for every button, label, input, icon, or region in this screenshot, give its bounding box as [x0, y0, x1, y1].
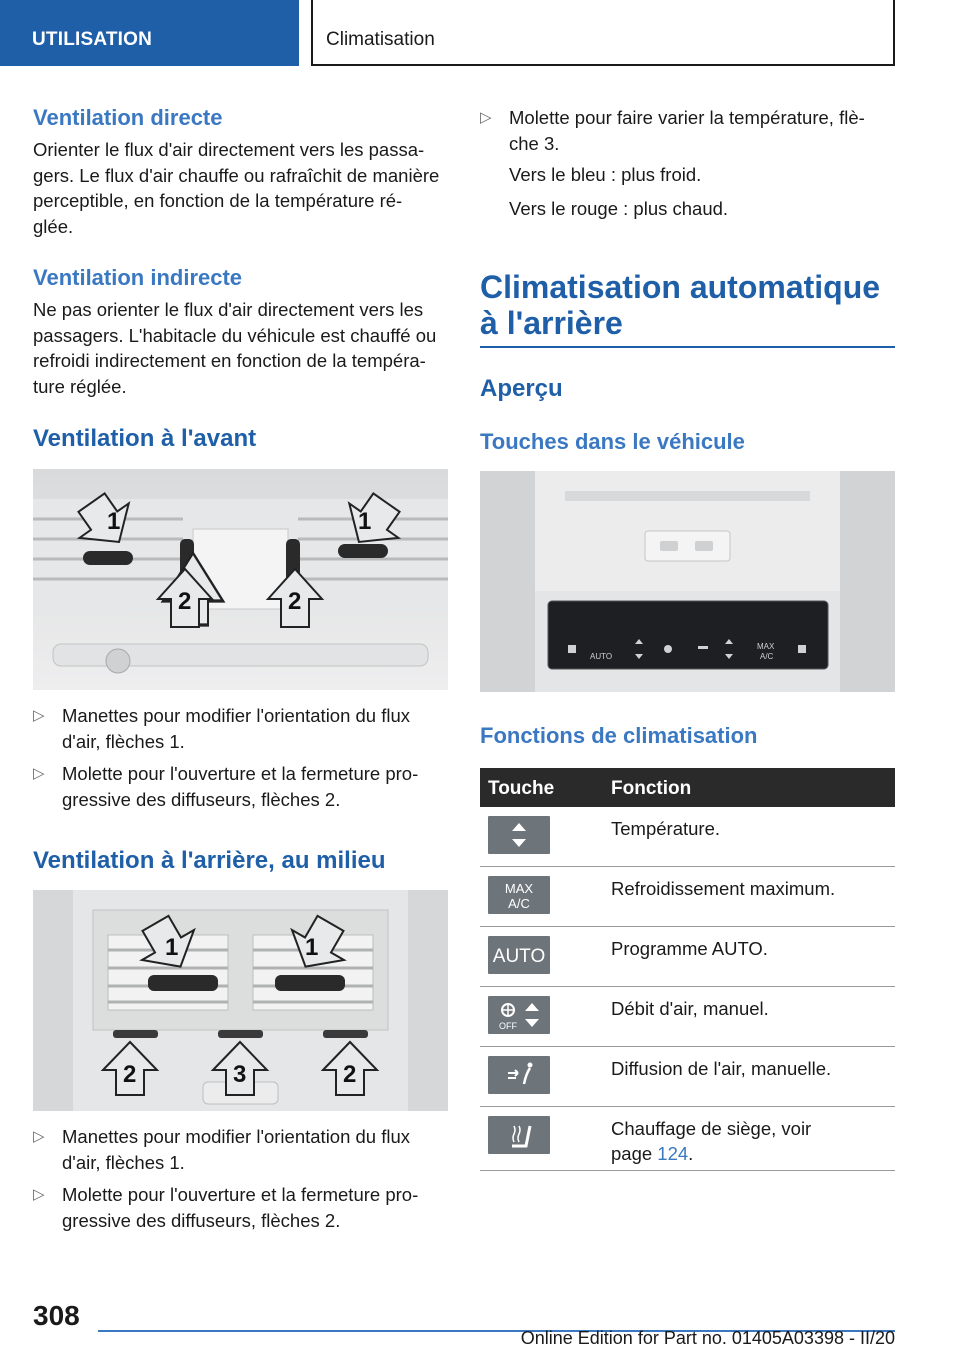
heading-apercu: Aperçu — [480, 375, 563, 402]
section-tab — [0, 0, 299, 66]
table-row — [480, 807, 895, 867]
seat-heating-icon — [488, 1116, 550, 1154]
rear-bullet-2: ▷ Molette pour l'ouverture et la fermeture pro- gressive des diffuseurs, flèches 2. — [33, 1184, 419, 1231]
heading-ventilation-directe: Ventilation directe — [33, 105, 223, 130]
page-link[interactable]: 124 — [657, 1143, 689, 1164]
panel-max-label: MAX — [757, 642, 775, 651]
callout-1-left: 1 — [107, 508, 121, 535]
temperature-arrows-icon — [488, 816, 550, 854]
svg-text:AUTO: AUTO — [492, 946, 546, 967]
chapter-tab — [311, 0, 895, 66]
bullet-triangle-icon: ▷ — [33, 1128, 45, 1145]
rear-climate-panel-image — [480, 471, 895, 692]
fan-off-arrows-icon — [488, 996, 550, 1034]
max-ac-icon — [488, 876, 550, 914]
page-header — [0, 0, 960, 66]
rear-vents-image — [33, 890, 448, 1111]
table-row — [480, 867, 895, 927]
rear-callout-2-left: 2 — [123, 1061, 137, 1088]
table-row — [480, 987, 895, 1047]
temperature-bullet: ▷ Molette pour faire varier la température, flè- che 3. — [480, 107, 865, 154]
rear-callout-1-left: 1 — [165, 934, 179, 961]
table-header — [480, 768, 895, 807]
paragraph-direct: Orienter le flux d'air directement vers les passa- gers. Le flux d'air chauffe ou rafraîchit de manière perceptible, en fonction de la température ré- glée. — [33, 139, 440, 237]
function-text: Diffusion de l'air, manuelle. — [611, 1058, 832, 1079]
text-blue-colder: Vers le bleu : plus froid. — [509, 164, 702, 185]
heading-ventilation-indirecte: Ventilation indirecte — [33, 265, 243, 290]
front-vents-image — [33, 469, 448, 690]
heading-fonctions-climatisation: Fonctions de climatisation — [480, 723, 758, 748]
heading-ventilation-avant: Ventilation à l'avant — [33, 425, 257, 452]
table-row — [480, 1047, 895, 1107]
air-distribution-icon — [488, 1056, 550, 1094]
footer-edition: Online Edition for Part no. 01405A03398 - II/20 — [520, 1328, 895, 1348]
column-header-key: Touche — [488, 778, 555, 799]
function-text: Débit d'air, manuel. — [611, 998, 769, 1019]
panel-ac-label: A/C — [760, 652, 774, 661]
heading-underline — [480, 346, 895, 348]
bullet-triangle-icon: ▷ — [33, 1186, 45, 1203]
svg-text:OFF: OFF — [499, 1021, 517, 1031]
section-title: UTILISATION — [32, 29, 153, 50]
text-red-warmer: Vers le rouge : plus chaud. — [509, 198, 729, 219]
rear-callout-1-right: 1 — [305, 934, 319, 961]
svg-text:MAX: MAX — [504, 881, 534, 896]
function-text: Refroidissement maximum. — [611, 878, 836, 899]
panel-auto-label: AUTO — [590, 652, 613, 661]
auto-icon — [488, 936, 550, 974]
bullet-triangle-icon: ▷ — [33, 707, 45, 724]
paragraph-indirect: Ne pas orienter le flux d'air directement vers les passagers. L'habitacle du véhicule est chauffé ou refroidi indirectement en fonction de la tempéra- ture réglée. — [33, 299, 437, 397]
svg-text:A/C: A/C — [508, 896, 530, 911]
bullet-triangle-icon: ▷ — [480, 109, 492, 126]
column-header-function: Fonction — [611, 778, 692, 799]
table-row — [480, 927, 895, 987]
rear-callout-3: 3 — [233, 1061, 247, 1088]
rear-bullet-1: ▷ Manettes pour modifier l'orientation du flux d'air, flèches 1. — [33, 1126, 411, 1173]
callout-1-right: 1 — [358, 508, 372, 535]
function-text: Programme AUTO. — [611, 938, 768, 959]
function-text: Chauffage de siège, voir page 124. — [611, 1118, 812, 1164]
table-row — [480, 1107, 895, 1171]
chapter-title: Climatisation — [326, 29, 435, 50]
front-bullet-1: ▷ Manettes pour modifier l'orientation du flux d'air, flèches 1. — [33, 705, 411, 752]
heading-touches-vehicule: Touches dans le véhicule — [480, 429, 745, 454]
rear-callout-2-right: 2 — [343, 1061, 357, 1088]
functions-table — [480, 768, 895, 1171]
page-number: 308 — [33, 1300, 80, 1331]
callout-2-right: 2 — [288, 588, 302, 615]
heading-ventilation-arriere: Ventilation à l'arrière, au milieu — [33, 847, 386, 874]
callout-2-left: 2 — [178, 588, 192, 615]
function-text: Température. — [611, 818, 720, 839]
bullet-triangle-icon: ▷ — [33, 765, 45, 782]
heading-climatisation-automatique: Climatisation automatique à l'arrière — [480, 269, 881, 341]
front-bullet-2: ▷ Molette pour l'ouverture et la fermeture pro- gressive des diffuseurs, flèches 2. — [33, 763, 419, 810]
